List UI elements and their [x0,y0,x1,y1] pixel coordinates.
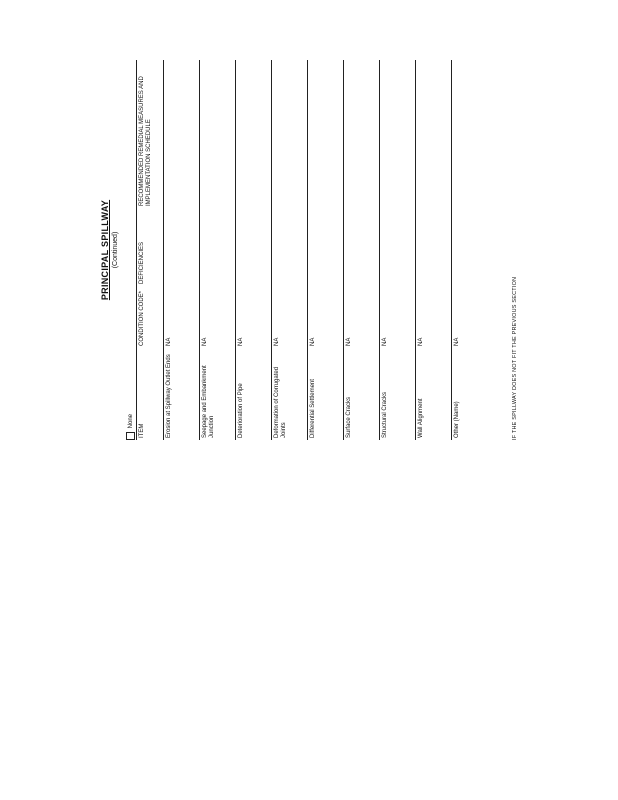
row-condition: NA [344,286,380,348]
row-deficiencies[interactable] [380,208,416,286]
table-row [200,60,236,440]
footnote: IF THE SPILLWAY DOES NOT FIT THE PREVIOUS SECTION [512,276,518,440]
row-condition: NA [164,286,200,348]
row-deficiencies[interactable] [452,208,488,286]
table-header-row [137,60,164,440]
header-item: ITEM [137,348,164,440]
header-condition: CONDITION CODE* [137,286,164,348]
row-condition: NA [452,286,488,348]
none-checkbox[interactable] [126,432,135,440]
row-remedial[interactable] [308,60,344,208]
none-checkbox-label: None [128,413,135,429]
row-item: Erosion at Spillway Outlet Ends [164,348,200,440]
row-remedial[interactable] [200,60,236,208]
row-remedial[interactable] [164,60,200,208]
row-item: Deterioration of Pipe [236,348,272,440]
row-remedial[interactable] [272,60,308,208]
row-deficiencies[interactable] [272,208,308,286]
row-condition: NA [236,286,272,348]
table-row [308,60,344,440]
row-remedial[interactable] [236,60,272,208]
table-row [236,60,272,440]
row-deficiencies[interactable] [308,208,344,286]
table-row [164,60,200,440]
row-condition: NA [308,286,344,348]
table-row [344,60,380,440]
row-item: Differential Settlement [308,348,344,440]
row-item: Structural Cracks [380,348,416,440]
row-condition: NA [200,286,236,348]
row-remedial[interactable] [344,60,380,208]
row-condition: NA [272,286,308,348]
header-deficiencies: DEFICIENCIES [137,208,164,286]
row-remedial[interactable] [380,60,416,208]
row-deficiencies[interactable] [344,208,380,286]
row-condition: NA [380,286,416,348]
inspection-table [136,60,487,440]
row-item: Other (Name) [452,348,488,440]
row-item: Deformation of Corrugated Joints [272,348,308,440]
row-condition: NA [416,286,452,348]
row-deficiencies[interactable] [200,208,236,286]
row-deficiencies[interactable] [164,208,200,286]
table-row [380,60,416,440]
form-subtitle: (Continued) [112,231,119,269]
row-deficiencies[interactable] [236,208,272,286]
none-checkbox-row [126,414,135,440]
row-item: Wall Alignment [416,348,452,440]
spillway-form-sheet [100,60,520,440]
table-row [452,60,488,440]
row-remedial[interactable] [452,60,488,208]
form-title: PRINCIPAL SPILLWAY [100,199,110,301]
row-remedial[interactable] [416,60,452,208]
table-row [272,60,308,440]
header-remedial: RECOMMENDED REMEDIAL MEASURES AND IMPLEMENTATION SCHEDULE [137,60,164,208]
row-deficiencies[interactable] [416,208,452,286]
row-item: Seepage and Embankment Junction [200,348,236,440]
rotated-form-area [100,60,520,440]
table-row [416,60,452,440]
row-item: Surface Cracks [344,348,380,440]
